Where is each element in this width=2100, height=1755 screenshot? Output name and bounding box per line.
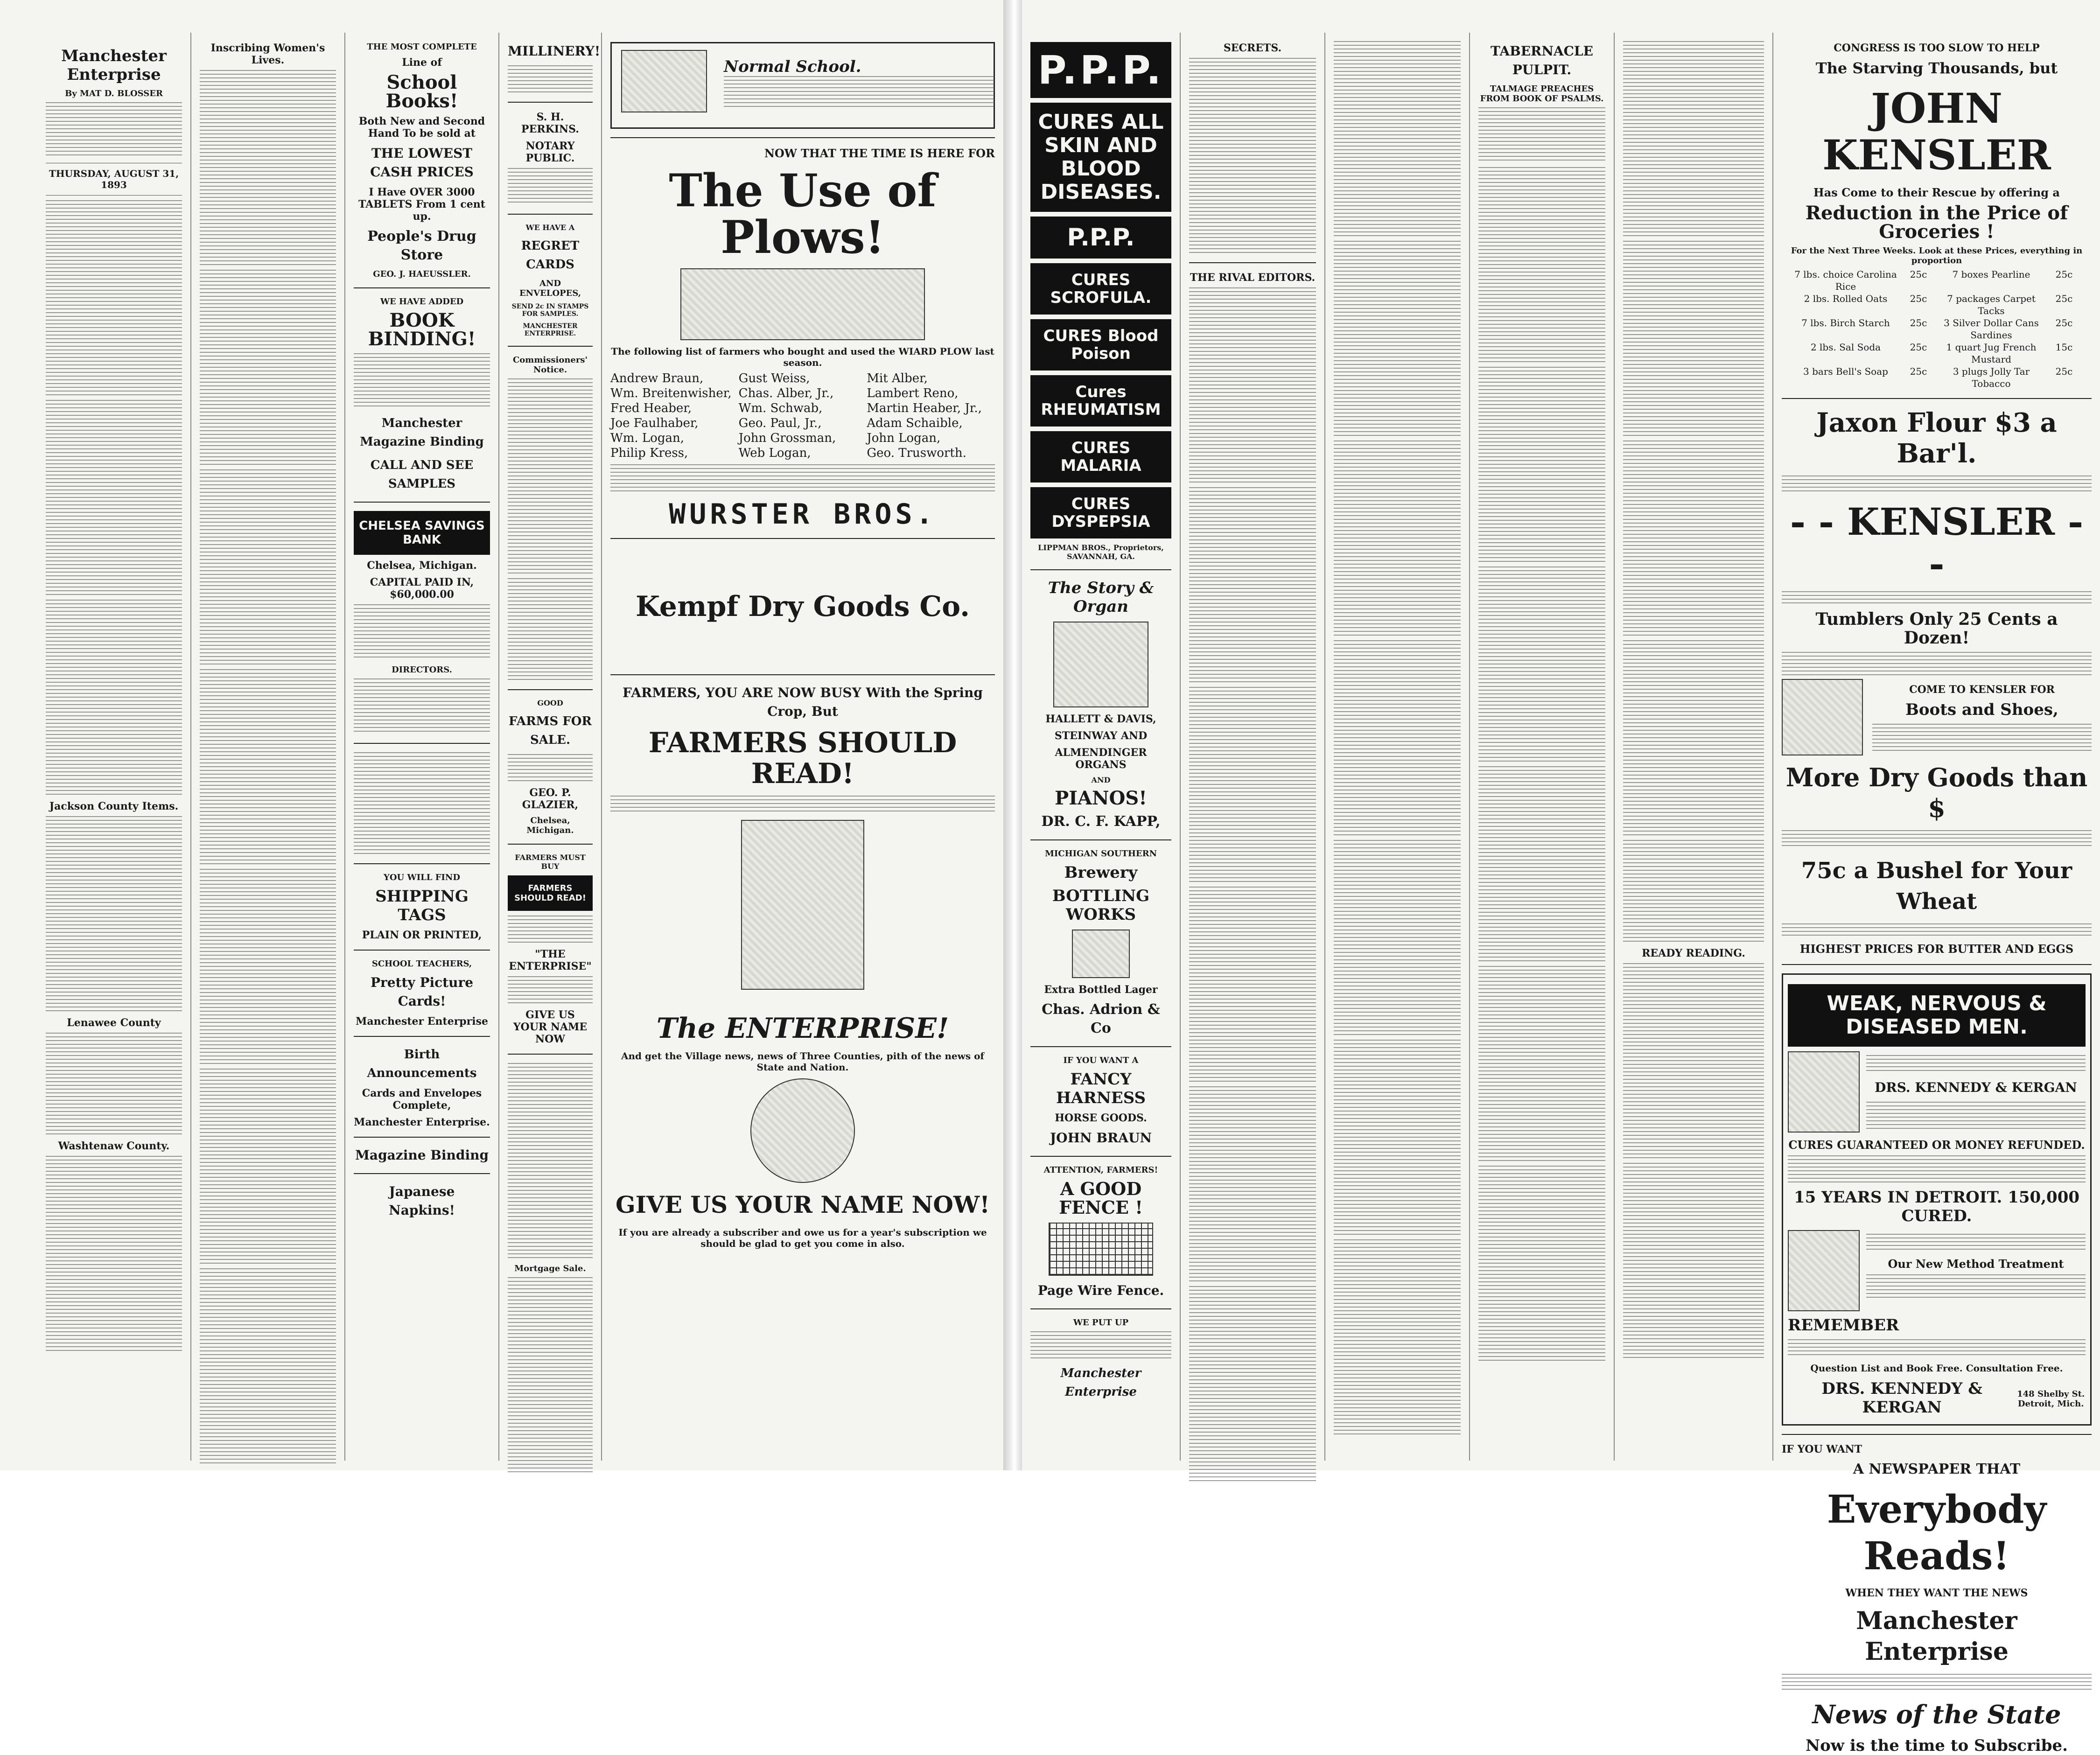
- text-block: [46, 400, 182, 596]
- text-block: [200, 1069, 336, 1265]
- farmer-name: John Grossman,: [738, 431, 836, 445]
- price-item: 7 boxes Pearline: [1952, 269, 2030, 280]
- text-block: [200, 270, 336, 466]
- farmers-should-read-ad: FARMERS MUST BUY FARMERS SHOULD READ! "THE ENTERPRISE" GIVE US YOUR NAME NOW: [508, 853, 593, 1045]
- price-item: 2 lbs. Rolled Oats: [1804, 293, 1888, 304]
- school-building-illustration: [621, 50, 707, 112]
- legal-notice: [508, 578, 593, 681]
- farmer-name: Andrew Braun,: [610, 371, 704, 385]
- price-value: 25c: [2055, 366, 2073, 377]
- sermon-text: [1478, 1166, 1605, 1362]
- fence-ad: ATTENTION, FARMERS! A GOOD FENCE ! Page Wire Fence.: [1037, 1165, 1164, 1298]
- text-block: [46, 816, 182, 1012]
- birth-announcements-ad: Birth Announcements Cards and Envelopes Complete, Manchester Enterprise.: [354, 1048, 490, 1128]
- kempf-ad: Kempf Dry Goods Co.: [635, 590, 970, 623]
- sermon-text: [1623, 640, 1764, 836]
- price-value: 25c: [2055, 293, 2073, 304]
- sermon-text: [1623, 840, 1764, 943]
- section-heading: SECRETS.: [1223, 42, 1282, 54]
- farmer-name: Wm. Schwab,: [738, 401, 823, 415]
- text-block: [200, 70, 336, 266]
- regret-cards-ad: WE HAVE A REGRET CARDS AND ENVELOPES, SEND 2c IN STAMPS FOR SAMPLES. MANCHESTER ENTERPRISE.: [511, 223, 589, 337]
- text-block: [1189, 887, 1316, 1083]
- normal-school-ad: Normal School.: [610, 42, 995, 129]
- organ-illustration: [1053, 622, 1148, 707]
- price-item: 2 lbs. Sal Soda: [1810, 342, 1881, 353]
- right-column-2: [1181, 33, 1325, 1461]
- section-heading: Washtenaw County.: [58, 1140, 170, 1152]
- text-block: [46, 600, 182, 796]
- poem-text: [1189, 58, 1316, 254]
- millinery-ad: MILLINERY!: [508, 42, 593, 93]
- left-column-3: [345, 33, 499, 1461]
- shipping-tags-ad: YOU WILL FIND SHIPPING TAGS PLAIN OR PRINTED,: [362, 873, 482, 941]
- price-value: 25c: [1910, 269, 1927, 280]
- right-column-1: [1022, 33, 1181, 1461]
- farmer-name: Adam Schaible,: [867, 416, 963, 430]
- text-block: [46, 102, 182, 158]
- page-gutter: [1003, 0, 1022, 1470]
- ppp-ad: P.P.P. CURES ALL SKIN AND BLOOD DISEASES. P.P.P. CURES SCROFULA. CURES Blood Poison Cures RHEUMATISM CURES MALARIA CURES DYSPEPSIA LIPPMAN BROS., Proprietors, SAVANNAH, GA.: [1030, 42, 1171, 561]
- portrait-illustration: [1788, 1051, 1860, 1133]
- sermon-text: [1623, 440, 1764, 636]
- farmer-name: Chas. Alber, Jr.,: [738, 386, 834, 400]
- bank-ad: CHELSEA SAVINGS BANK Chelsea, Michigan. CAPITAL PAID IN, $60,000.00 DIRECTORS.: [354, 511, 490, 734]
- farmer-name: Wm. Breitenwisher,: [610, 386, 732, 400]
- notary-ad: S. H. PERKINS. NOTARY PUBLIC.: [508, 111, 593, 205]
- section-heading: TABERNACLE PULPIT.: [1491, 43, 1593, 77]
- price-item: 7 lbs. Birch Starch: [1801, 317, 1890, 329]
- newspaper-ad: IF YOU WANT A NEWSPAPER THAT Everybody Reads! WHEN THEY WANT THE NEWS Manchester Enterprise News of the State Now is the time to Subscribe.: [1782, 1443, 2092, 1755]
- text-block: [1189, 1086, 1316, 1282]
- legal-notice: [508, 1063, 593, 1259]
- text-block: [1189, 1286, 1316, 1482]
- sermon-text: [1623, 41, 1764, 237]
- section-heading: THE RIVAL EDITORS.: [1190, 272, 1316, 284]
- reading-man-illustration: [741, 820, 864, 990]
- reader-portrait-illustration: [750, 1078, 855, 1183]
- sermon-text: [1478, 766, 1605, 962]
- text-block: [1189, 487, 1316, 683]
- kensler-ad: CONGRESS IS TOO SLOW TO HELP The Starving Thousands, but JOHN KENSLER Has Come to their Rescue by offering a Reduction in the Price of Groceries ! For the Next Three Weeks. Look at these Prices, everything in proportion 7 lbs. choice Carolina Rice 25c 7 boxes Pearline 25c 2 lbs. Rolled Oats 25c 7 packages Carpet Tacks 25c 7 lbs. Birch Starch 25c 3 Silver Dollar Cans Sardines 25c 2 lbs. Sal Soda 25c 1 quart Jug French Mustard 15c 3 bars Bell's Soap 25c 3 plugs Jolly Tar Tobacco 25c Jaxon Flour $3 a Bar'l. - - KENSLER - - Tumblers Only 25 Cents a Dozen! COME TO KENSLER FOR Boots and Shoes, More Dry Goods than $ 75c a Bushel for Your Wheat HIGHEST PRICES FOR BUTTER AND EGGS: [1782, 42, 2092, 956]
- price-item: 3 plugs Jolly Tar Tobacco: [1953, 366, 2030, 389]
- price-item: 3 Silver Dollar Cans Sardines: [1944, 317, 2039, 341]
- price-value: 25c: [1910, 342, 1927, 353]
- text-block: [46, 1156, 182, 1352]
- harness-ad: IF YOU WANT A FANCY HARNESS HORSE GOODS. JOHN BRAUN: [1050, 1056, 1152, 1146]
- dateline: THURSDAY, AUGUST 31, 1893: [49, 168, 179, 190]
- right-column-6: [1773, 33, 2100, 1755]
- price-item: 1 quart Jug French Mustard: [1946, 342, 2037, 365]
- price-list: [1782, 268, 2092, 390]
- farmer-names: [610, 371, 995, 461]
- portrait-illustration: [1788, 1230, 1860, 1311]
- barrel-illustration: [1072, 930, 1130, 978]
- text-block: [200, 869, 336, 1065]
- text-block: [1623, 1163, 1764, 1359]
- byline: By MAT D. BLOSSER: [65, 89, 163, 98]
- sermon-text: [1478, 566, 1605, 762]
- left-page: [0, 0, 1003, 1470]
- price-row: [1791, 317, 2082, 341]
- left-column-5: [602, 33, 1003, 1461]
- kennedy-kergan-ad: WEAK, NERVOUS & DISEASED MEN. DRS. KENNEDY & KERGAN CURES GUARANTEED OR MONEY REFUNDED. 15 YEARS IN DETROIT. 150,000 CURED. Our New Method Treatment REMEMBER Question List and Book Free. Consultation Free. DRS. KENNEDY & KERGAN 148 Shelby St. Detroit, Mich.: [1782, 973, 2092, 1426]
- picture-cards-ad: SCHOOL TEACHERS, Pretty Picture Cards! Manchester Enterprise: [355, 959, 488, 1028]
- sermon-text: [1478, 167, 1605, 363]
- farmer-name: Fred Heaber,: [610, 401, 692, 415]
- legal-notice: [508, 1277, 593, 1473]
- price-value: 25c: [2055, 317, 2073, 329]
- farmer-name: Geo. Trusworth.: [867, 446, 966, 460]
- section-heading: Commissioners' Notice.: [512, 355, 588, 375]
- book-binding-ad: WE HAVE ADDED BOOK BINDING! Manchester Magazine Binding CALL AND SEE SAMPLES: [354, 297, 490, 493]
- right-page: [1022, 0, 2100, 1755]
- text-block: [1334, 440, 1461, 636]
- farmer-name: Joe Faulhaber,: [610, 416, 699, 430]
- farmer-name: Philip Kress,: [610, 446, 688, 460]
- sermon-text: [1623, 241, 1764, 437]
- farmer-name: Gust Weiss,: [738, 371, 810, 385]
- brewery-ad: MICHIGAN SOUTHERN Brewery BOTTLING WORKS Extra Bottled Lager Chas. Adrion & Co: [1042, 849, 1160, 1036]
- price-value: 25c: [2055, 269, 2073, 280]
- right-column-3: [1325, 33, 1470, 1461]
- price-item: 7 lbs. choice Carolina Rice: [1794, 269, 1897, 292]
- farmer-name: Lambert Reno,: [867, 386, 959, 400]
- text-block: [1334, 1239, 1461, 1435]
- price-value: 15c: [2055, 342, 2073, 353]
- price-value: 25c: [1910, 366, 1927, 377]
- price-value: 25c: [1910, 293, 1927, 304]
- text-block: [1334, 41, 1461, 237]
- sermon-text: [1478, 966, 1605, 1162]
- text-block: [200, 669, 336, 865]
- masthead: Manchester Enterprise: [61, 47, 167, 84]
- text-block: [1334, 840, 1461, 1036]
- school-books-ad: THE MOST COMPLETE Line of School Books! Both New and Second Hand To be sold at THE LOWEST CASH PRICES I Have OVER 3000 TABLETS From 1 cent up. People's Drug Store GEO. J. HAEUSSLER.: [358, 42, 485, 279]
- left-column-1: [37, 33, 191, 1461]
- section-heading: READY READING.: [1642, 947, 1745, 959]
- right-column-4: TABERNACLE PULPIT. TALMAGE PREACHES FROM BOOK OF PSALMS.: [1470, 33, 1615, 1461]
- text-block: [200, 469, 336, 665]
- section-heading: Jackson County Items.: [49, 800, 179, 812]
- boot-illustration: [1782, 679, 1863, 755]
- napkins-ad: Japanese Napkins!: [389, 1184, 455, 1218]
- price-row: [1791, 268, 2082, 293]
- plows-ad: NOW THAT THE TIME IS HERE FOR The Use of Plows! The following list of farmers who bought and used the WIARD PLOW last season. Andrew Braun, Wm. Breitenwisher, Fred Heaber, Joe Faulhaber, Wm. Logan, Philip Kress, Gust Weiss, Chas. Alber, Jr., Wm. Schwab, Geo. Paul, Jr., John Grossman, Web Logan, Mit Alber, Lambert Reno, Martin Heaber, Jr., Adam Schaible, John Logan, Geo. Trusworth. WURSTER BROS.: [610, 147, 995, 531]
- farmer-name: Mit Alber,: [867, 371, 928, 385]
- price-item: 3 bars Bell's Soap: [1803, 366, 1888, 377]
- text-block: [1623, 963, 1764, 1159]
- section-heading: Lenawee County: [67, 1017, 161, 1029]
- price-row: [1791, 341, 2082, 365]
- farms-ad: GOOD FARMS FOR SALE. GEO. P. GLAZIER, Chelsea, Michigan.: [508, 699, 592, 835]
- farmer-name: Martin Heaber, Jr.,: [867, 401, 982, 415]
- text-block: [1334, 1040, 1461, 1236]
- left-column-2: [191, 33, 345, 1461]
- left-column-4: [499, 33, 602, 1461]
- magazine-binding-ad: Magazine Binding: [355, 1147, 489, 1163]
- farmer-name: Web Logan,: [738, 446, 811, 460]
- text-block: [1189, 287, 1316, 483]
- fence-illustration: [1049, 1223, 1153, 1276]
- text-block: [1334, 640, 1461, 836]
- farmer-name: Wm. Logan,: [610, 431, 684, 445]
- text-block: [1334, 241, 1461, 437]
- section-heading: Mortgage Sale.: [514, 1264, 586, 1273]
- plow-illustration: [680, 268, 925, 340]
- price-value: 25c: [1910, 317, 1927, 329]
- price-row: [1791, 293, 2082, 317]
- farmer-name: Geo. Paul, Jr.,: [738, 416, 822, 430]
- text-block: [1189, 687, 1316, 883]
- subscribe-ad: FARMERS, YOU ARE NOW BUSY With the Spring Crop, But FARMERS SHOULD READ! The ENTERPRISE! And get the Village news, news of Three Counties, pith of the news of State and Nation. GIVE US YOUR NAME NOW! If you are already a subscriber and owe us for a year's subscription we should be glad to get you come in also.: [610, 684, 995, 1249]
- farmer-name: John Logan,: [867, 431, 941, 445]
- text-block: [200, 1268, 336, 1464]
- legal-notice: [508, 378, 593, 574]
- sermon-text: [1478, 367, 1605, 563]
- legal-notice: [354, 752, 490, 855]
- right-column-5: [1615, 33, 1773, 1461]
- price-item: 7 packages Carpet Tacks: [1947, 293, 2036, 316]
- text-block: [46, 1033, 182, 1135]
- organ-ad: The Story & Organ HALLETT & DAVIS, STEINWAY AND ALMENDINGER ORGANS AND PIANOS! DR. C. F. KAPP,: [1041, 579, 1161, 830]
- stationery-ad: WE PUT UP Manchester Enterprise: [1030, 1318, 1171, 1401]
- section-heading: Inscribing Women's Lives.: [210, 42, 325, 66]
- price-row: [1791, 365, 2082, 390]
- text-block: [46, 200, 182, 396]
